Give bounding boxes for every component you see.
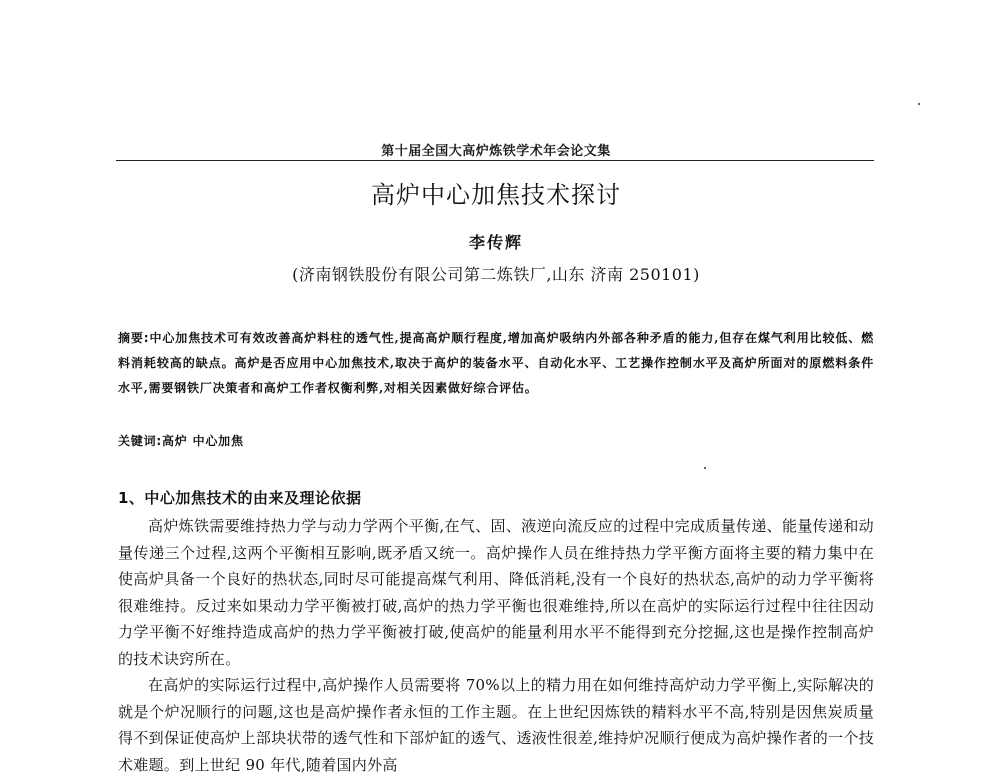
author-name: 李传辉 (468, 233, 523, 252)
paper-title: 高炉中心加焦技术探讨 (371, 181, 621, 209)
section-heading: 1、中心加焦技术的由来及理论依据 (118, 489, 362, 507)
running-header: 第十届全国大高炉炼铁学术年会论文集 (381, 144, 611, 159)
keywords (118, 432, 874, 449)
author-affiliation: (济南钢铁股份有限公司第二炼铁厂,山东 济南 250101) (292, 265, 700, 284)
body-paragraph: 高炉炼铁需要维持热力学与动力学两个平衡,在气、固、液逆向流反应的过程中完成质量传递、能量传递和动量传递三个过程,这两个平衡相互影响,既矛盾又统一。高炉操作人员在维持热力学平衡方面将主要的精力集中在使高炉具备一个良好的热状态,同时尽可能提高煤气利用、降低消耗,没有一个良好的热状态,高炉的动力学平衡将很难维持。反过来如果动力学平衡被打破,高炉的热力学平衡也很难维持,所以在高炉的实际运行过程中往往因动力学平衡不好维持造成高炉的热力学平衡被打破,使高炉的能量利用水平不能得到充分挖掘,这也是操作控制高炉的技术诀窍所在。 (118, 517, 874, 668)
keywords-text: 高炉 中心加焦 (162, 434, 244, 448)
abstract (118, 326, 874, 401)
abstract-text: 中心加焦技术可有效改善高炉料柱的透气性,提高高炉顺行程度,增加高炉吸纳内外部各种矛盾的能力,但存在煤气利用比较低、燃料消耗较高的缺点。高炉是否应用中心加焦技术,取决于高炉的装备水平、自动化水平、工艺操作控制水平及高炉所面对的原燃料条件水平,需要钢铁厂决策者和高炉工作者权衡利弊,对相关因素做好综合评估。 (118, 331, 874, 395)
header-divider (116, 160, 874, 161)
abstract-label: 摘要: (118, 331, 150, 345)
scan-speck (704, 467, 706, 469)
scan-speck (918, 103, 920, 105)
body-paragraph: 在高炉的实际运行过程中,高炉操作人员需要将 70%以上的精力用在如何维持高炉动力学平衡上,实际解决的就是个炉况顺行的问题,这也是高炉操作者永恒的工作主题。在上世纪因炼铁的精料水平不高,特别是因焦炭质量得不到保证使高炉上部块状带的透气性和下部炉缸的透气、透液性很差,维持炉况顺行便成为高炉操作者的一个技术难题。到上世纪 90 年代,随着国内外高 (118, 676, 874, 774)
keywords-label: 关键词: (118, 434, 162, 448)
